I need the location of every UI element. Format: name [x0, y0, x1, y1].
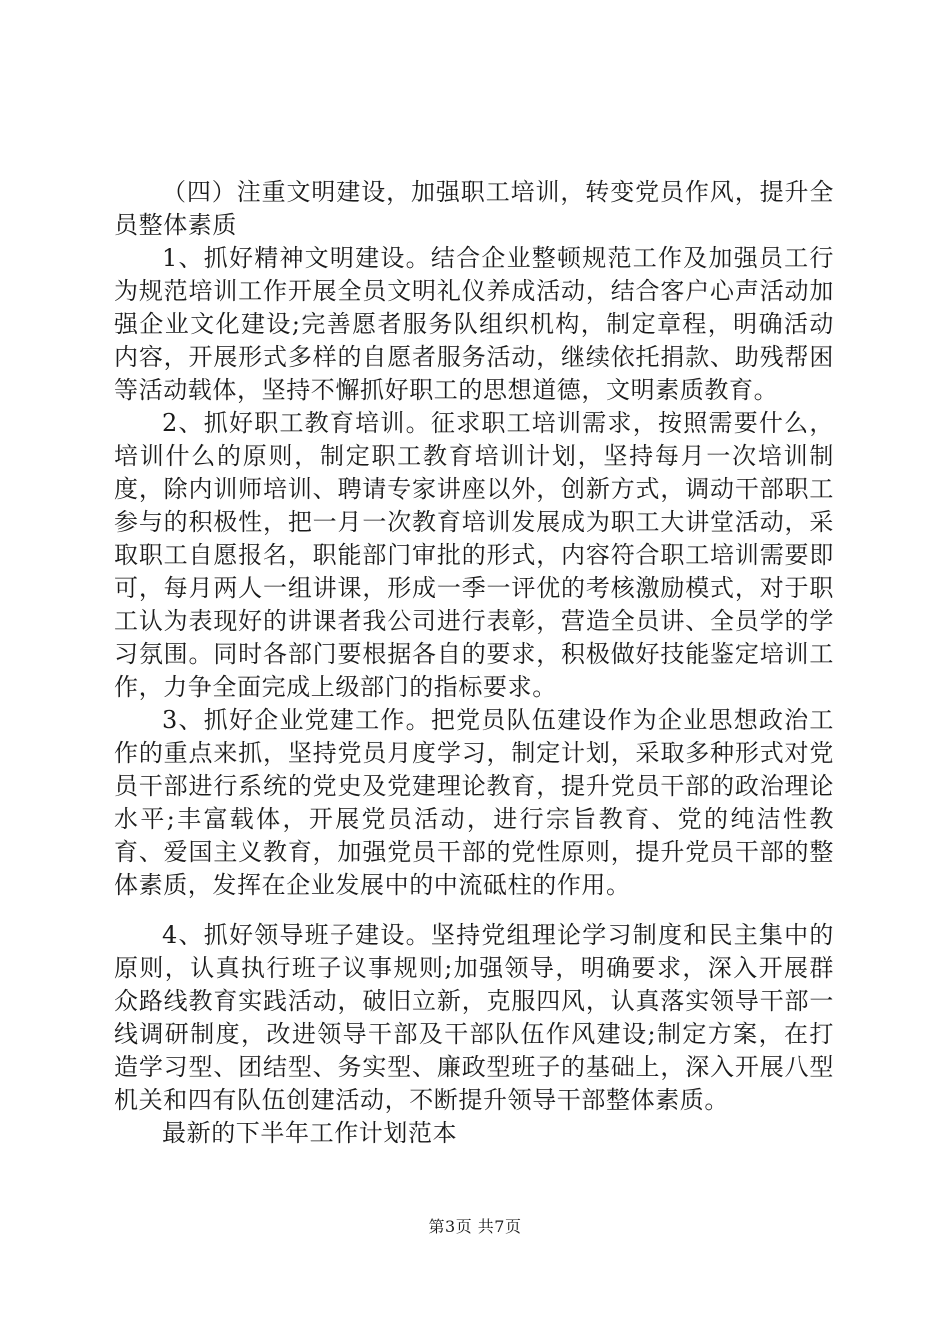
section-heading-4: （四）注重文明建设，加强职工培训，转变党员作风，提升全员整体素质	[114, 178, 834, 239]
page-number-footer: 第3页 共7页	[428, 1217, 522, 1236]
paragraph-staff-training: 2、抓好职工教育培训。征求职工培训需求，按照需要什么，培训什么的原则，制定职工教育培训计划，坚持每月一次培训制度，除内训师培训、聘请专家讲座以外，创新方式，调动干部职工参与的积极性，把一月一次教育培训发展成为职工大讲堂活动，采取职工自愿报名，职能部门审批的形式，内容符合职工培训需要即可，每月两人一组讲课，形成一季一评优的考核激励模式，对于职工认为表现好的讲课者我公司进行表彰，营造全员讲、全员学的学习氛围。同时各部门要根据各自的要求，积极做好技能鉴定培训工作，力争全面完成上级部门的指标要求。	[114, 409, 834, 701]
paragraph-party-building: 3、抓好企业党建工作。把党员队伍建设作为企业思想政治工作的重点来抓，坚持党员月度学习，制定计划，采取多种形式对党员干部进行系统的党史及党建理论教育，提升党员干部的政治理论水平;丰富载体，开展党员活动，进行宗旨教育、党的纯洁性教育、爱国主义教育，加强党员干部的党性原则，提升党员干部的整体素质，发挥在企业发展中的中流砥柱的作用。	[114, 706, 834, 899]
paragraph-spiritual-civilization: 1、抓好精神文明建设。结合企业整顿规范工作及加强员工行为规范培训工作开展全员文明礼仪养成活动，结合客户心声活动加强企业文化建设;完善愿者服务队组织机构，制定章程，明确活动内容，开展形式多样的自愿者服务活动，继续依托捐款、助残帮困等活动载体，坚持不懈抓好职工的思想道德，文明素质教育。	[114, 244, 834, 404]
document-body	[114, 176, 834, 1150]
paragraph-leadership-team: 4、抓好领导班子建设。坚持党组理论学习制度和民主集中的原则，认真执行班子议事规则;加强领导，明确要求，深入开展群众路线教育实践活动，破旧立新，克服四风，认真落实领导干部一线调研制度，改进领导干部及干部队伍作风建设;制定方案，在打造学习型、团结型、务实型、廉政型班子的基础上，深入开展八型机关和四有队伍创建活动，不断提升领导干部整体素质。	[114, 921, 834, 1114]
closing-title: 最新的下半年工作计划范本	[162, 1119, 458, 1147]
